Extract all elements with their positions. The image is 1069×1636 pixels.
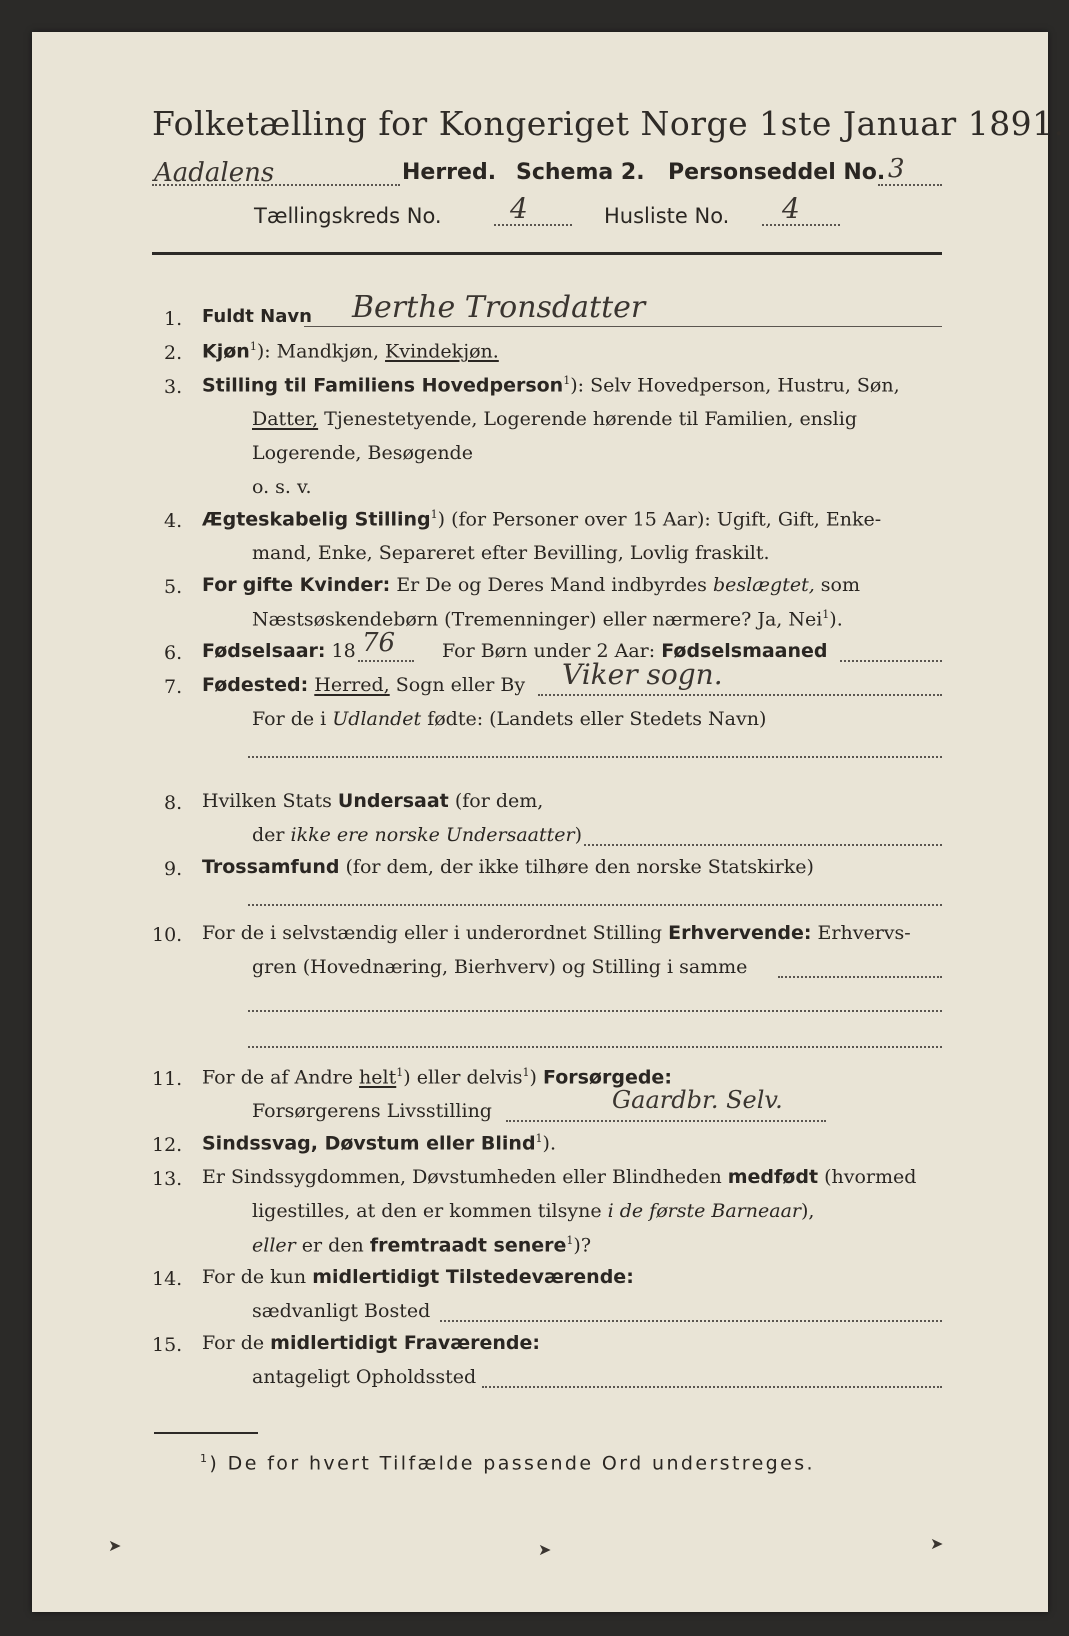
q6-value: 76 <box>362 628 396 658</box>
q15-row: For de midlertidigt Fraværende: <box>202 1332 540 1354</box>
q13-row: Er Sindssygdommen, Døvstumheden eller Blindheden medfødt (hvormed <box>202 1166 917 1188</box>
q3-selected-option: Datter, <box>252 408 319 430</box>
q1-label: Fuldt Navn <box>202 306 312 327</box>
q1-value: Berthe Tronsdatter <box>352 290 646 325</box>
item-number: 11. <box>152 1068 183 1090</box>
husliste-dots <box>762 224 840 226</box>
q13-row-2: ligestilles, at den er kommen tilsyne i de første Barneaar), <box>252 1200 815 1222</box>
q9-row: Trossamfund (for dem, der ikke tilhøre den norske Statskirke) <box>202 856 814 878</box>
q6-row-b: For Børn under 2 Aar: Fødselsmaaned <box>442 640 828 662</box>
item-number: 15. <box>152 1334 183 1356</box>
herred-label: Herred. <box>402 160 497 185</box>
personseddel-label: Personseddel No. <box>668 160 886 185</box>
q4-row-2: mand, Enke, Separeret efter Bevilling, Lovlig fraskilt. <box>252 542 770 564</box>
footnote: $^1$) De for hvert Tilfælde passende Ord understreges. <box>200 1452 815 1475</box>
q10-dots-2 <box>248 1010 942 1012</box>
binding-mark: ➤ <box>930 1534 944 1553</box>
item-number: 7. <box>164 676 183 698</box>
personseddel-value: 3 <box>888 154 905 184</box>
q7-row: Fødested: Herred, Sogn eller By <box>202 674 526 696</box>
q6-month-dots <box>840 660 942 662</box>
q8-dots <box>584 844 942 846</box>
q13-row-3: eller er den fremtraadt senere$^1$)? <box>252 1234 592 1257</box>
item-number: 10. <box>152 924 183 946</box>
q7-dots-2 <box>248 756 942 758</box>
q14-dots <box>440 1320 942 1322</box>
q3-row-2: Datter, Tjenestetyende, Logerende hørende til Familien, enslig <box>252 408 857 430</box>
q5-row: For gifte Kvinder: Er De og Deres Mand indbyrdes beslægtet, som <box>202 574 861 596</box>
husliste-label: Husliste No. <box>604 204 730 228</box>
item-number: 9. <box>164 858 183 880</box>
item-number: 3. <box>164 376 183 398</box>
q11-selected-option: helt <box>359 1066 397 1089</box>
kreds-label: Tællingskreds No. <box>254 204 442 228</box>
q15-row-2: antageligt Opholdssted <box>252 1366 477 1388</box>
q9-dots <box>248 904 942 906</box>
form-title: Folketælling for Kongeriget Norge 1ste Januar 1891. <box>152 104 1065 143</box>
q11-value: Gaardbr. Selv. <box>612 1086 783 1114</box>
kreds-value: 4 <box>510 192 528 225</box>
kreds-dots <box>494 224 572 226</box>
q3-row: Stilling til Familiens Hovedperson$^1$): Selv Hovedperson, Hustru, Søn, <box>202 374 900 397</box>
item-number: 8. <box>164 792 183 814</box>
q3-row-4: o. s. v. <box>252 476 312 498</box>
q14-row: For de kun midlertidigt Tilstedeværende: <box>202 1266 634 1288</box>
q11-dots <box>506 1120 826 1122</box>
q3-row-3: Logerende, Besøgende <box>252 442 473 464</box>
q6-dots <box>358 660 414 662</box>
census-form <box>32 32 1065 1612</box>
binding-mark: ➤ <box>538 1540 552 1559</box>
item-number: 1. <box>164 308 183 330</box>
q5-row-2: Næstsøskendebørn (Tremenninger) eller nærmere? Ja, Nei$^1$). <box>252 608 843 631</box>
item-number: 13. <box>152 1168 183 1190</box>
personseddel-dots <box>878 184 942 186</box>
q11-row: For de af Andre helt$^1$) eller delvis$^1$) Forsørgede: <box>202 1066 672 1089</box>
q6-row: Fødselsaar: 18 <box>202 640 356 662</box>
item-number: 2. <box>164 342 183 364</box>
item-number: 4. <box>164 510 183 532</box>
q10-row: For de i selvstændig eller i underordnet Stilling Erhvervende: Erhvervs- <box>202 922 911 944</box>
q11-row-2: Forsørgerens Livsstilling <box>252 1100 492 1122</box>
header-rule <box>152 252 942 255</box>
herred-value: Aadalens <box>154 158 275 188</box>
q12-row: Sindssvag, Døvstum eller Blind$^1$). <box>202 1132 556 1155</box>
q7-dots <box>538 694 942 696</box>
binding-mark: ➤ <box>108 1536 122 1555</box>
q8-row: Hvilken Stats Undersaat (for dem, <box>202 790 544 812</box>
item-number: 5. <box>164 576 183 598</box>
q1-line <box>304 326 942 327</box>
q15-dots <box>482 1386 942 1388</box>
q10-dots-3 <box>248 1046 942 1048</box>
q4-row: Ægteskabelig Stilling$^1$) (for Personer over 15 Aar): Ugift, Gift, Enke- <box>202 508 882 531</box>
q7-row-2: For de i Udlandet fødte: (Landets eller Stedets Navn) <box>252 708 767 730</box>
item-number: 6. <box>164 642 183 664</box>
q8-row-2: der ikke ere norske Undersaatter) <box>252 824 583 846</box>
q2-row: Kjøn$^1$): Mandkjøn, Kvindekjøn. <box>202 340 499 363</box>
q10-dots <box>778 976 942 978</box>
husliste-value: 4 <box>782 192 800 225</box>
q14-row-2: sædvanligt Bosted <box>252 1300 431 1322</box>
schema-label: Schema 2. <box>516 160 645 185</box>
q7-selected-option: Herred, <box>314 674 390 696</box>
item-number: 12. <box>152 1134 183 1156</box>
q10-row-2: gren (Hovednæring, Bierhverv) og Stilling i samme <box>252 956 748 978</box>
footnote-rule <box>154 1432 258 1434</box>
item-number: 14. <box>152 1268 183 1290</box>
q7-value: Viker sogn. <box>562 658 723 691</box>
q2-selected-option: Kvindekjøn. <box>385 340 499 363</box>
herred-dots <box>152 184 400 186</box>
